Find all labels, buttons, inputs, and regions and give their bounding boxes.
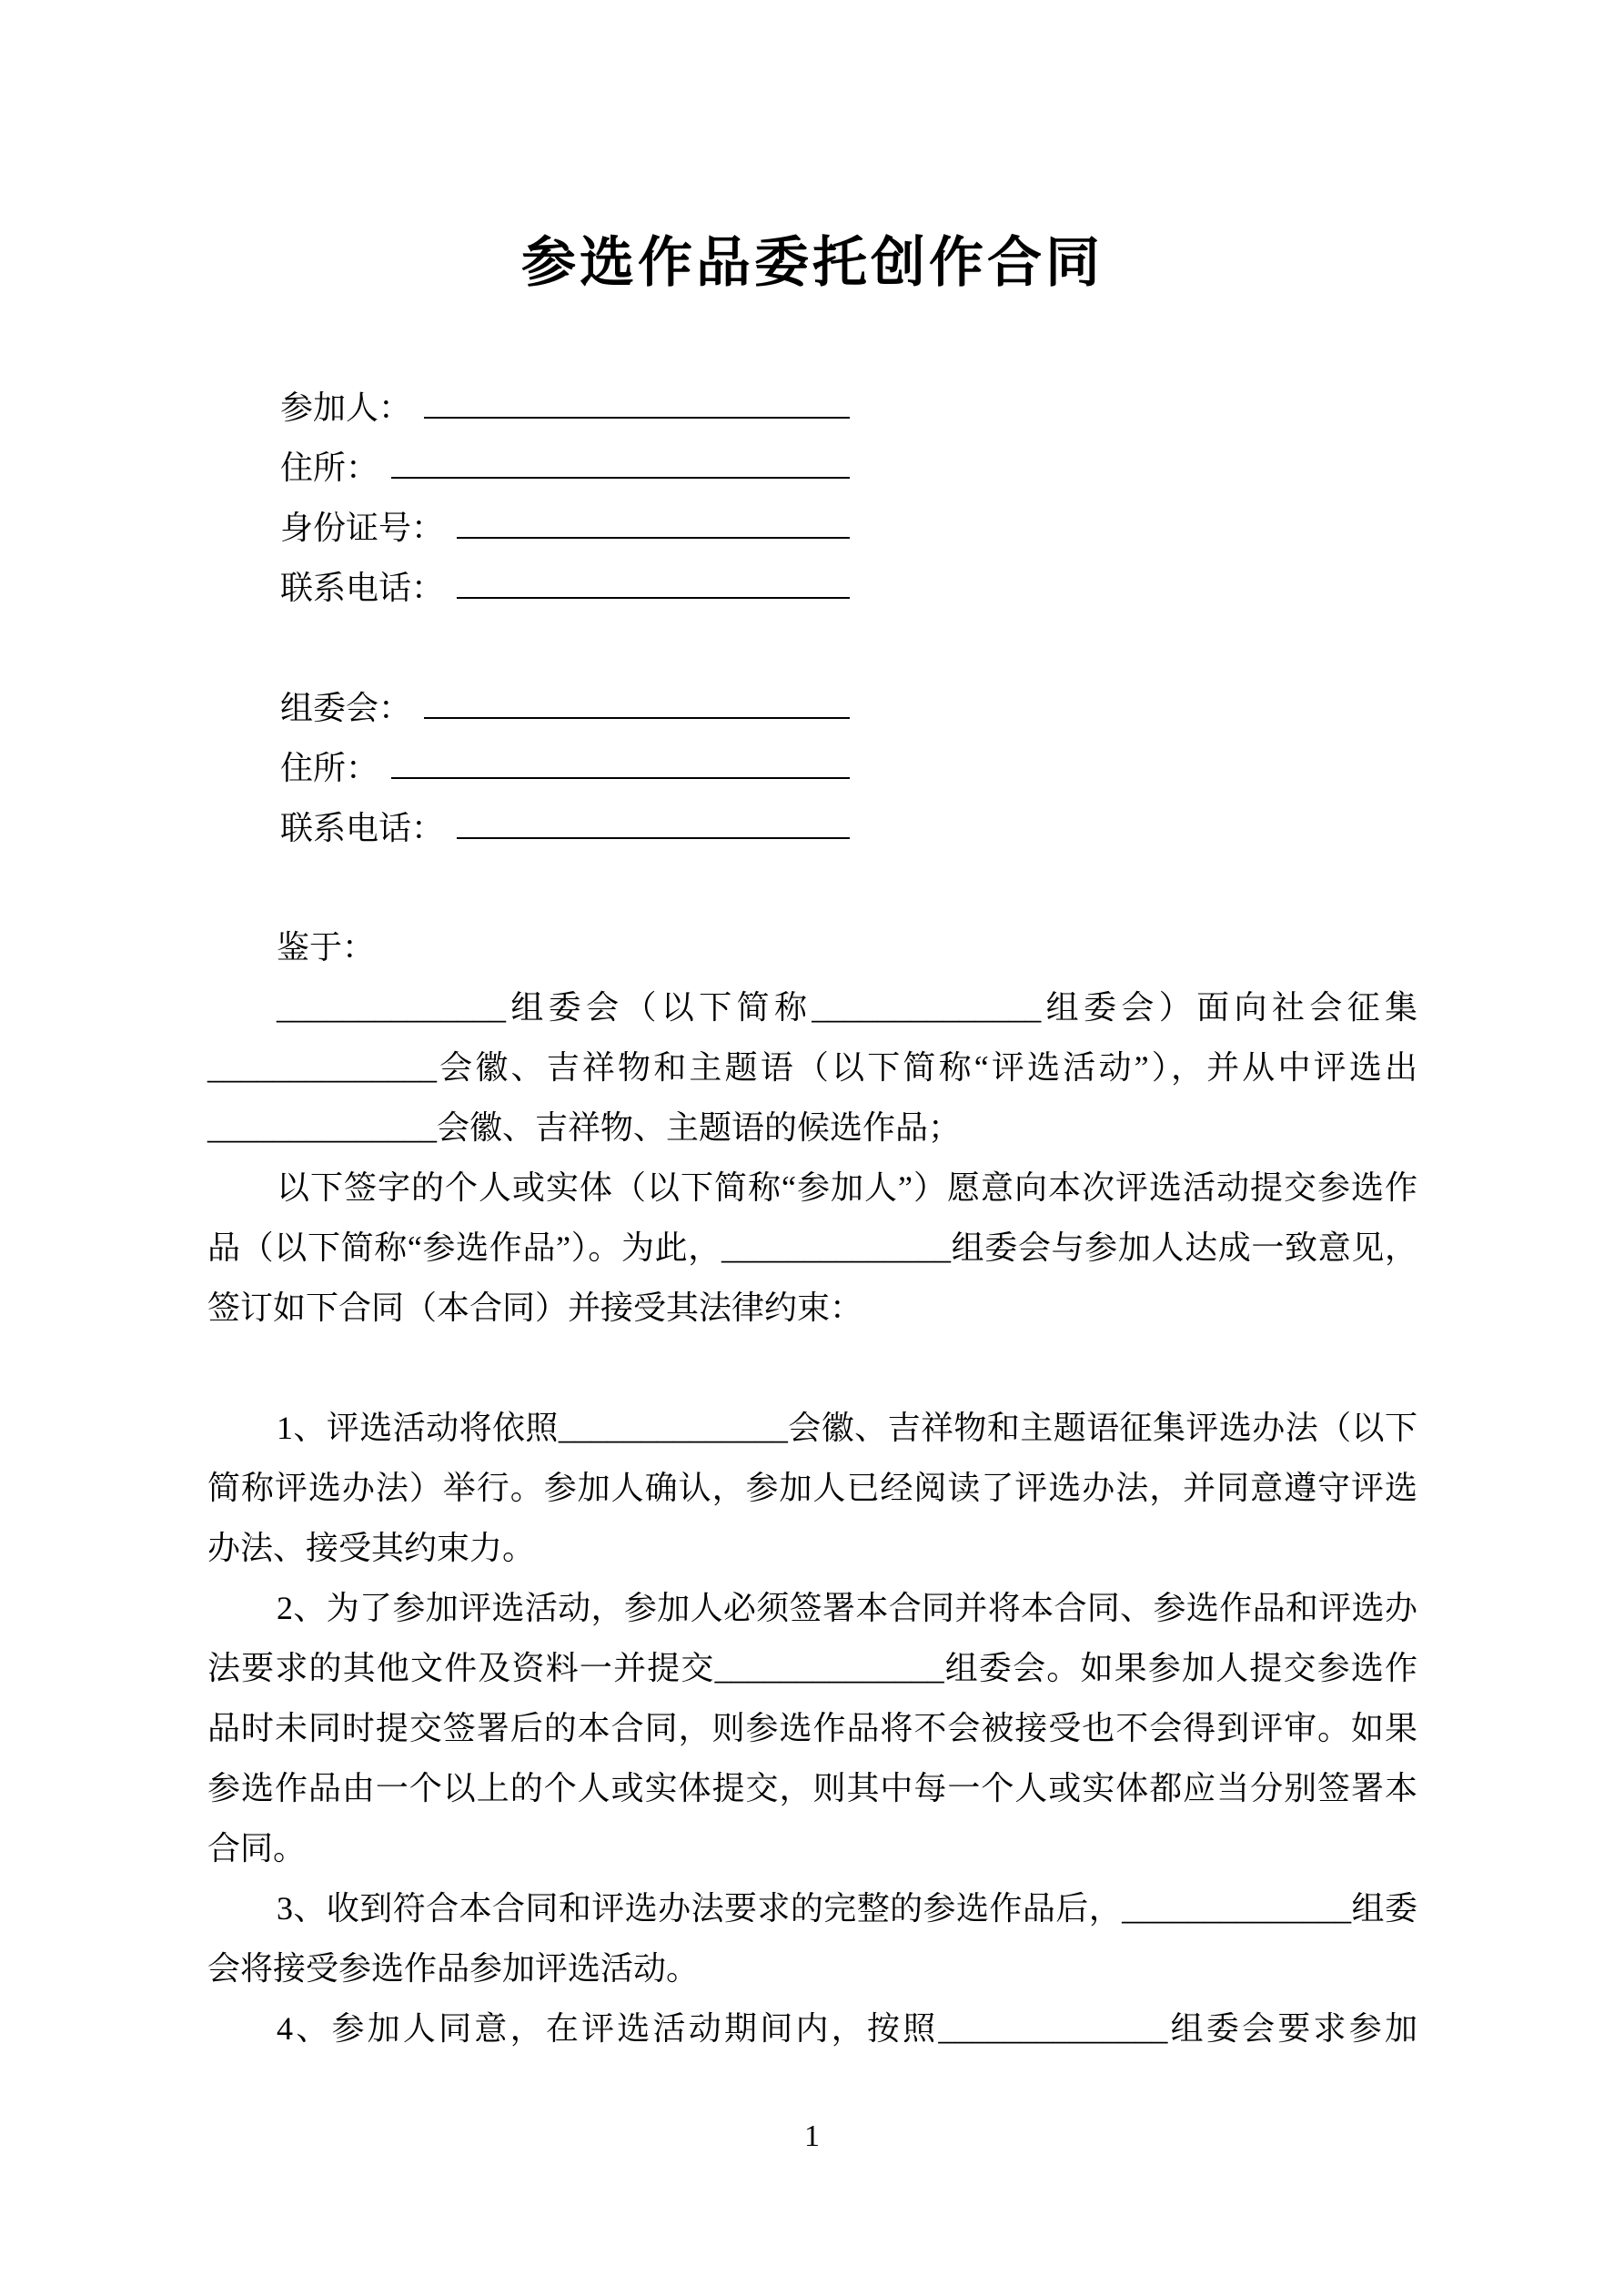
- participant-info-block: [207, 377, 1417, 617]
- page-number: 1: [804, 2119, 820, 2153]
- field-row-committee-phone: [280, 797, 850, 857]
- committee-label: 组委会：: [280, 690, 412, 726]
- clause-3: 3、收到符合本合同和评选办法要求的完整的参选作品后，______________组委会将接受参选作品参加评选活动。: [207, 1890, 1417, 1987]
- recital-paragraph-1: ______________组委会（以下简称______________组委会）面向社会征集______________会徽、吉祥物和主题语（以下简称“评选活动”），并从中评选出______________会徽、吉祥物、主题语的候选作品；: [207, 989, 1417, 1146]
- participant-phone-label: 联系电话：: [280, 570, 445, 606]
- participant-blank-line: [424, 377, 850, 419]
- spacer: [207, 857, 1417, 917]
- participant-label: 参加人：: [280, 389, 412, 426]
- clause-4: 4、参加人同意，在评选活动期间内，按照______________组委会要求参加: [277, 2010, 1417, 2047]
- committee-address-label: 住所：: [280, 750, 379, 786]
- participant-address-label: 住所：: [280, 450, 379, 486]
- committee-phone-blank-line: [457, 797, 850, 839]
- field-row-participant: [280, 377, 850, 437]
- participant-address-blank-line: [391, 437, 850, 479]
- field-row-committee: [280, 677, 850, 737]
- field-row-participant-phone: [280, 557, 850, 617]
- recital-paragraph-2: 以下签字的个人或实体（以下简称“参加人”）愿意向本次评选活动提交参选作品（以下简称“参选作品”）。为此，______________组委会与参加人达成一致意见，签订如下合同（本合同）并接受其法律约束：: [207, 1169, 1417, 1326]
- field-row-participant-address: [280, 437, 850, 497]
- field-row-committee-address: [280, 737, 850, 797]
- document-title: 参选作品委托创作合同: [521, 233, 1104, 293]
- whereas-heading: 鉴于：: [277, 929, 376, 966]
- committee-blank-line: [424, 677, 850, 719]
- document-content: [207, 228, 1417, 2058]
- clause-2: 2、为了参加评选活动，参加人必须签署本合同并将本合同、参选作品和评选办法要求的其他文件及资料一并提交______________组委会。如果参加人提交参选作品时未同时提交签署后的本合同，则参选作品将不会被接受也不会得到评审。如果参选作品由一个以上的个人或实体提交，则其中每一个人或实体都应当分别签署本合同。: [207, 1590, 1417, 1866]
- clause-1: 1、评选活动将依照______________会徽、吉祥物和主题语征集评选办法（以下简称评选办法）举行。参加人确认，参加人已经阅读了评选办法，并同意遵守评选办法、接受其约束力。: [207, 1410, 1417, 1566]
- field-row-id-number: [280, 497, 850, 557]
- spacer: [207, 617, 1417, 677]
- committee-info-block: [207, 677, 1417, 857]
- id-number-blank-line: [457, 497, 850, 539]
- participant-phone-blank-line: [457, 557, 850, 599]
- committee-address-blank-line: [391, 737, 850, 779]
- committee-phone-label: 联系电话：: [280, 810, 445, 846]
- id-number-label: 身份证号：: [280, 510, 445, 546]
- spacer: [207, 1338, 1417, 1398]
